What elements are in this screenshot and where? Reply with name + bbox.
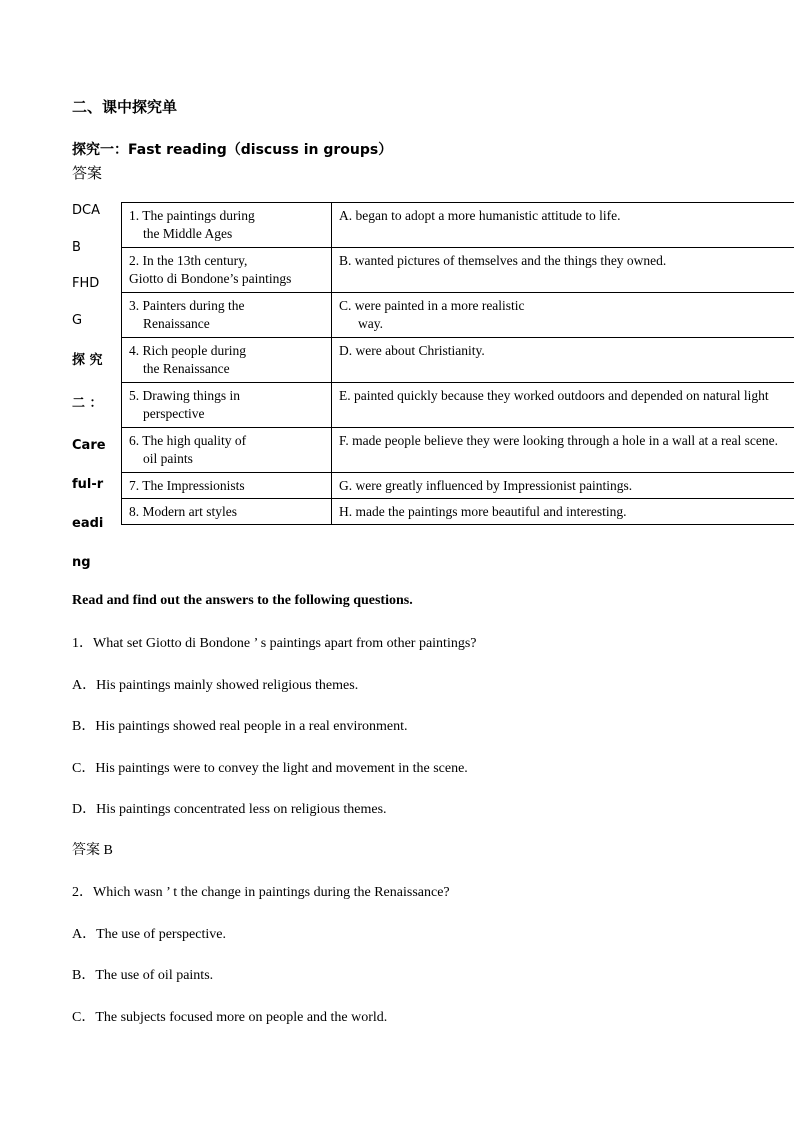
- side-answer: FHD: [72, 276, 100, 291]
- explore-two-line: ful-r: [72, 477, 104, 492]
- table-cell-right: H. made the paintings more beautiful and interesting.: [332, 499, 794, 525]
- table-cell-left: 3. Painters during the Renaissance: [122, 293, 332, 338]
- table-row: [122, 428, 794, 473]
- q1-answer: 答案 B: [72, 843, 113, 858]
- side-answer: G: [72, 313, 83, 328]
- table-row: [122, 293, 794, 338]
- table-cell-right: F. made people believe they were looking through a hole in a wall at a real scene.: [332, 428, 794, 473]
- table-cell-right: G. were greatly influenced by Impressionist paintings.: [332, 473, 794, 499]
- table-cell-right: C. were painted in a more realistic way.: [332, 293, 794, 338]
- table-cell-left: 6. The high quality of oil paints: [122, 428, 332, 473]
- question-2: 2．Which wasn ’ t the change in paintings during the Renaissance?: [72, 885, 450, 900]
- answer-label: 答案: [72, 164, 103, 182]
- table-cell-right: D. were about Christianity.: [332, 338, 794, 383]
- q2-option-c: C．The subjects focused more on people and the world.: [72, 1010, 388, 1025]
- table-row: [122, 383, 794, 428]
- table-cell-right: A. began to adopt a more humanistic attitude to life.: [332, 203, 794, 248]
- explore-two-line: ng: [72, 555, 91, 570]
- table-cell-left: 4. Rich people during the Renaissance: [122, 338, 332, 383]
- q1-option-d: D．His paintings concentrated less on religious themes.: [72, 802, 387, 817]
- explore-two-line: Care: [72, 438, 106, 453]
- instruction-text: Read and find out the answers to the following questions.: [72, 593, 413, 608]
- q2-option-a: A．The use of perspective.: [72, 927, 226, 942]
- question-1: 1．What set Giotto di Bondone ’ s paintings apart from other paintings?: [72, 636, 477, 651]
- explore-two-line: 二 ：: [72, 396, 103, 411]
- table-row: [122, 203, 794, 248]
- q2-option-b: B．The use of oil paints.: [72, 968, 214, 983]
- explore-two-line: 探 究: [72, 353, 103, 368]
- explore-two-line: eadi: [72, 516, 104, 531]
- q1-option-a: A．His paintings mainly showed religious themes.: [72, 678, 359, 693]
- table-cell-left: 8. Modern art styles: [122, 499, 332, 525]
- matching-table: [121, 202, 794, 525]
- explore-one-heading: [72, 139, 392, 159]
- table-cell-right: E. painted quickly because they worked outdoors and depended on natural light: [332, 383, 794, 428]
- table-cell-right: B. wanted pictures of themselves and the things they owned.: [332, 248, 794, 293]
- table-row: [122, 473, 794, 499]
- q1-option-b: B．His paintings showed real people in a real environment.: [72, 719, 408, 734]
- explore-one-title: Fast reading（discuss in groups）: [128, 142, 393, 158]
- table-cell-left: 1. The paintings during the Middle Ages: [122, 203, 332, 248]
- table-row: [122, 338, 794, 383]
- table-row: [122, 248, 794, 293]
- table-cell-left: 5. Drawing things in perspective: [122, 383, 332, 428]
- side-answer: B: [72, 240, 81, 255]
- section-title: 二、课中探究单: [72, 98, 178, 116]
- table-cell-left: 2. In the 13th century, Giotto di Bondone’s paintings: [122, 248, 332, 293]
- side-answer: DCA: [72, 203, 100, 218]
- table-cell-left: 7. The Impressionists: [122, 473, 332, 499]
- q1-option-c: C．His paintings were to convey the light and movement in the scene.: [72, 761, 468, 776]
- explore-one-label: 探究一：: [72, 142, 128, 158]
- table-row: [122, 499, 794, 525]
